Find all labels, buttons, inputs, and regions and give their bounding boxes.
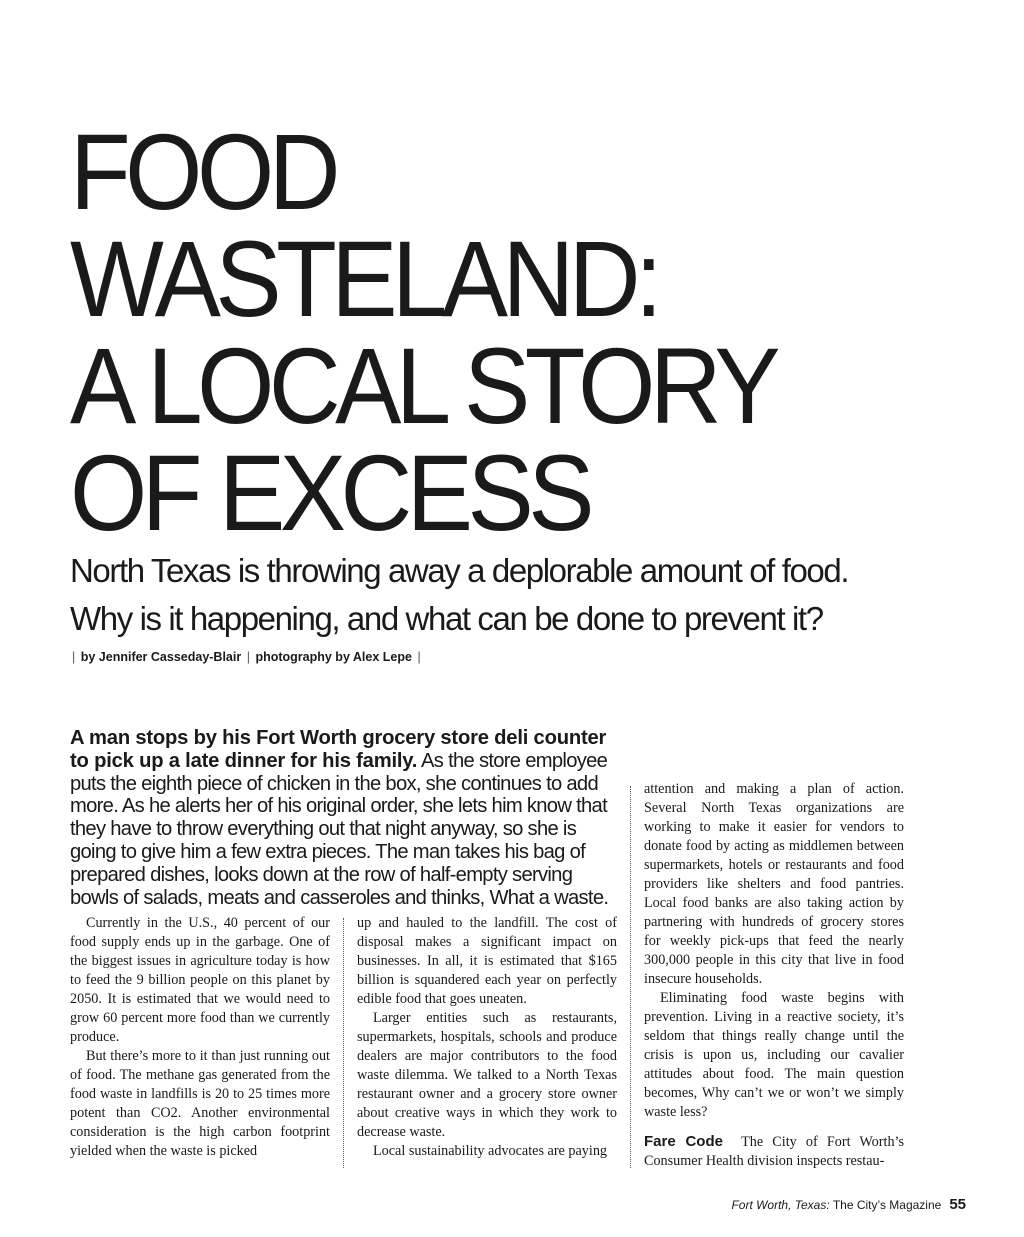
column1-paragraph-2: But there’s more to it than just running out of food. The methane gas generated from the food waste in landfills is 20 to 25 times more potent than CO2. Another environmental consideration is the high carbon footprint yielded when the waste is picked — [70, 1048, 330, 1159]
intro-paragraph — [70, 727, 618, 909]
headline-line-2: WASTELAND: — [70, 218, 658, 339]
column-divider — [343, 918, 344, 1168]
intro-body: As the store employee puts the eighth piece of chicken in the box, she continues to add more. As he alerts her of his original order, she lets him know that they have to throw everything out that night anyway, so she is going to give him a few extra pieces. The man takes his bag of prepared dishes, looks down at the row of half-empty serving bowls of salads, meats and casseroles and thinks, What a waste. — [70, 749, 609, 909]
column2-paragraph-3: Local sustainability advocates are paying — [373, 1143, 608, 1159]
headline-line-3: A LOCAL STORY — [70, 325, 776, 446]
column2-paragraph-2: Larger entities such as restaurants, supermarkets, hospitals, schools and produce dealers are major contributors to the food waste dilemma. We talked to a North Texas restaurant owner and a grocery store owner about creative ways in which they work to decrease waste. — [357, 1010, 617, 1140]
article-deck — [70, 547, 970, 643]
article-headline — [70, 111, 898, 553]
headline-line-4: OF EXCESS — [70, 432, 590, 553]
fare-code-paragraph — [644, 1132, 904, 1171]
publication-tagline: The City’s Magazine — [832, 1198, 942, 1212]
body-column-1 — [70, 914, 330, 1161]
column1-paragraph-1: Currently in the U.S., 40 percent of our food supply ends up in the garbage. One of the biggest issues in agriculture today is how to feed the 9 billion people on this planet by 2050. It is estimated that we would need to grow 60 percent more food than we currently produce. — [70, 915, 330, 1045]
column3-paragraph-2: Eliminating food waste begins with prevention. Living in a reactive society, it’s seldom that things really change until the crisis is upon us, including our cavalier attitudes about food. The main question becomes, Why can’t we or won’t we simply waste less? — [644, 990, 904, 1120]
deck-line-2: Why is it happening, and what can be done to prevent it? — [70, 600, 823, 637]
column-divider — [630, 786, 631, 1168]
photo-credit: photography by Alex Lepe — [255, 650, 412, 664]
author-credit: by Jennifer Casseday-Blair — [80, 650, 242, 664]
column2-paragraph-1: up and hauled to the landfill. The cost of disposal makes a significant impact on businesses. In all, it is estimated that $165 billion is squandered each year on perfectly edible food that goes uneaten. — [357, 915, 617, 1007]
fare-code-text: The City of Fort Worth’s Consumer Health division inspects restau- — [644, 1134, 905, 1169]
intro-lead: A man stops by his Fort Worth grocery store deli counter to pick up a late dinner for his family. — [70, 727, 607, 772]
headline-line-1: FOOD — [70, 111, 335, 232]
page-number: 55 — [949, 1196, 966, 1213]
byline: | by Jennifer Casseday-Blair | photography by Alex Lepe | — [72, 650, 421, 664]
deck-line-1: North Texas is throwing away a deplorable amount of food. — [70, 552, 849, 589]
fare-code-heading: Fare Code — [644, 1133, 723, 1150]
publication-name: Fort Worth, Texas: — [731, 1198, 830, 1212]
column3-paragraph-1: attention and making a plan of action. Several North Texas organizations are working to make it easier for vendors to donate food by acting as middlemen between supermarkets, hotels or restaurants and food providers like shelters and food pantries. Local food banks are also taking action by partnering with hundreds of grocery stores for weekly pick-ups that feed the nearly 300,000 people in this city that live in food insecure households. — [644, 781, 904, 987]
body-column-3 — [644, 780, 904, 1171]
page-footer — [731, 1196, 966, 1213]
body-column-2 — [357, 914, 617, 1161]
